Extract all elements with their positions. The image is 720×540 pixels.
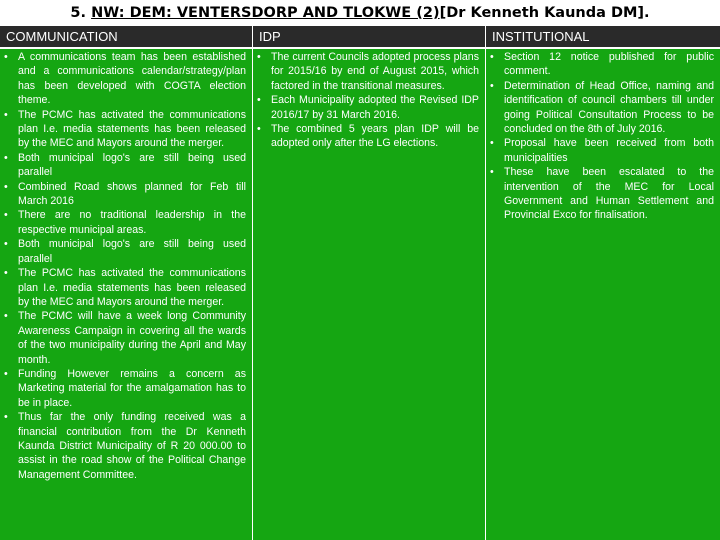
list-item-text: These have been escalated to the intervention of the MEC for Local Government and Human Settlement and Provincial Exco for finalisation. xyxy=(504,166,714,222)
list-item xyxy=(4,237,246,266)
header-communication: COMMUNICATION xyxy=(0,26,252,49)
bullet-icon: • xyxy=(4,209,8,222)
list-item-text: Section 12 notice published for public comment. xyxy=(504,51,714,78)
list-item-text: The PCMC has activated the communications plan I.e. media statements has been released by the MEC and Mayors around the merger. xyxy=(18,108,246,150)
list-item xyxy=(490,165,714,223)
bullet-icon: • xyxy=(4,238,8,251)
list-item xyxy=(490,79,714,137)
list-item-text: Combined Road shows planned for Feb till March 2016 xyxy=(18,180,246,208)
bullet-icon: • xyxy=(4,180,8,193)
bullet-icon: • xyxy=(490,166,494,179)
cell-idp xyxy=(252,49,485,540)
list-item xyxy=(490,50,714,79)
list-item-text: Both municipal logo's are still being used parallel xyxy=(18,151,246,179)
list-item xyxy=(4,151,246,180)
bullet-icon: • xyxy=(490,51,494,63)
list-item-text: The current Councils adopted process plans for 2015/16 by end of August 2015, which factored in the transitional measures. xyxy=(271,51,479,92)
list-item xyxy=(257,50,479,93)
list-item xyxy=(4,266,246,309)
list-institutional xyxy=(490,50,714,223)
list-item-text: Funding However remains a concern as Marketing material for the amalgamation has to be in place. xyxy=(18,367,246,409)
cell-institutional xyxy=(485,49,720,540)
content-table xyxy=(0,26,720,540)
list-item xyxy=(4,180,246,209)
list-idp xyxy=(257,50,479,151)
list-item-text: The PCMC will have a week long Community Awareness Campaign in covering all the wards of the two municipality during the April and May month. xyxy=(18,310,246,366)
bullet-icon: • xyxy=(4,367,8,380)
bullet-icon: • xyxy=(490,137,494,150)
slide-title xyxy=(0,0,720,26)
list-item xyxy=(4,410,246,482)
list-item-text: Both municipal logo's are still being used parallel xyxy=(18,238,246,265)
bullet-icon: • xyxy=(490,79,494,92)
list-item-text: The PCMC has activated the communications plan I.e. media statements has been released by the MEC and Mayors around the merger. xyxy=(18,267,246,308)
title-prefix: 5. xyxy=(70,5,92,21)
bullet-icon: • xyxy=(257,94,261,107)
list-item xyxy=(4,108,246,151)
list-item-text: Proposal have been received from both municipalities xyxy=(504,137,714,164)
list-item-text: Each Municipality adopted the Revised IDP 2016/17 by 31 March 2016. xyxy=(271,94,479,121)
list-item-text: The combined 5 years plan IDP will be adopted only after the LG elections. xyxy=(271,123,479,150)
bullet-icon: • xyxy=(4,267,8,280)
list-item-text: A communications team has been established and a communications calendar/strategy/plan has been developed with COGTA election theme. xyxy=(18,51,246,107)
list-communication xyxy=(4,50,246,482)
bullet-icon: • xyxy=(4,108,8,121)
header-idp: IDP xyxy=(252,26,485,49)
list-item xyxy=(4,50,246,108)
list-item xyxy=(4,208,246,237)
header-institutional: INSTITUTIONAL xyxy=(485,26,720,49)
list-item xyxy=(4,367,246,410)
list-item-text: Thus far the only funding received was a financial contribution from the Dr Kenneth Kaunda District Municipality of R 20 000.00 to assist in the road show of the Political Change Management Committee. xyxy=(18,411,246,481)
bullet-icon: • xyxy=(4,51,8,63)
cell-communication xyxy=(0,49,252,540)
list-item xyxy=(257,93,479,122)
list-item-text: Determination of Head Office, naming and identification of council chambers till under going Political Consultation Process to be concluded on the 8th of July 2016. xyxy=(504,79,714,136)
bullet-icon: • xyxy=(4,151,8,164)
list-item xyxy=(257,122,479,151)
list-item-text: There are no traditional leadership in the respective municipal areas. xyxy=(18,209,246,236)
bullet-icon: • xyxy=(257,123,261,136)
bullet-icon: • xyxy=(4,411,8,424)
title-suffix: [Dr Kenneth Kaunda DM]. xyxy=(439,5,650,21)
list-item xyxy=(490,136,714,165)
bullet-icon: • xyxy=(257,51,261,63)
title-underlined: NW: DEM: VENTERSDORP AND TLOKWE (2) xyxy=(91,5,440,21)
list-item xyxy=(4,309,246,367)
bullet-icon: • xyxy=(4,310,8,323)
